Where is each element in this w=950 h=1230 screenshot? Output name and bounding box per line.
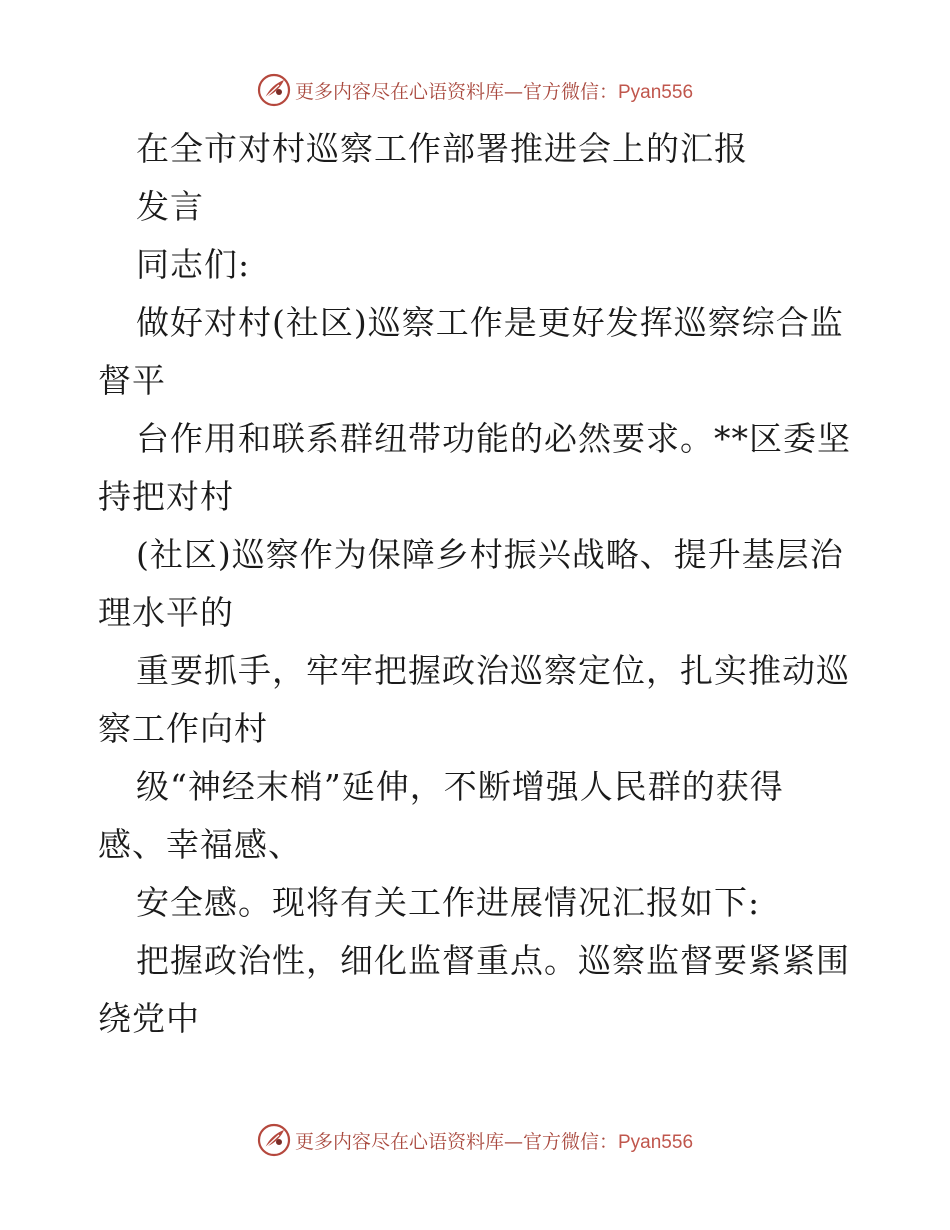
paragraph-line: 督平 [98, 361, 166, 400]
paragraph-line: (社区)巡察作为保障乡村振兴战略、提升基层治 [136, 535, 844, 574]
paragraph-line: 感、幸福感、 [98, 825, 302, 864]
watermark-label: 更多内容尽在心语资料库—官方微信： [294, 80, 618, 103]
paragraph-line: 做好对村(社区)巡察工作是更好发挥巡察综合监 [136, 303, 844, 342]
paragraph-line: 级“神经末梢”延伸，不断增强人民群的获得 [136, 767, 784, 806]
doc-title-line-1: 在全市对村巡察工作部署推进会上的汇报 [136, 129, 748, 168]
paragraph-line: 理水平的 [98, 593, 234, 632]
watermark-label: 更多内容尽在心语资料库—官方微信： [294, 1130, 618, 1153]
paragraph-line: 察工作向村 [98, 709, 268, 748]
paragraph-line: 把握政治性，细化监督重点。巡察监督要紧紧围 [136, 941, 850, 980]
wechat-id: Pyan556 [618, 81, 694, 103]
header-watermark [0, 70, 950, 110]
paragraph-line: 台作用和联系群纽带功能的必然要求。**区委坚 [136, 419, 851, 458]
doc-title-line-2: 发言 [136, 187, 204, 226]
paragraph-line: 安全感。现将有关工作进展情况汇报如下: [136, 883, 761, 922]
paragraph-line: 重要抓手，牢牢把握政治巡察定位，扎实推动巡 [136, 651, 850, 690]
feather-pen-logo-icon [257, 73, 291, 107]
footer-watermark [0, 1120, 950, 1160]
watermark-text [295, 77, 693, 104]
watermark-text [295, 1127, 693, 1154]
feather-pen-logo-icon [257, 1123, 291, 1157]
paragraph-line: 持把对村 [98, 477, 234, 516]
salutation: 同志们: [136, 245, 251, 284]
paragraph-line: 绕党中 [98, 999, 200, 1038]
wechat-id: Pyan556 [618, 1131, 694, 1153]
document-body [98, 120, 858, 1048]
